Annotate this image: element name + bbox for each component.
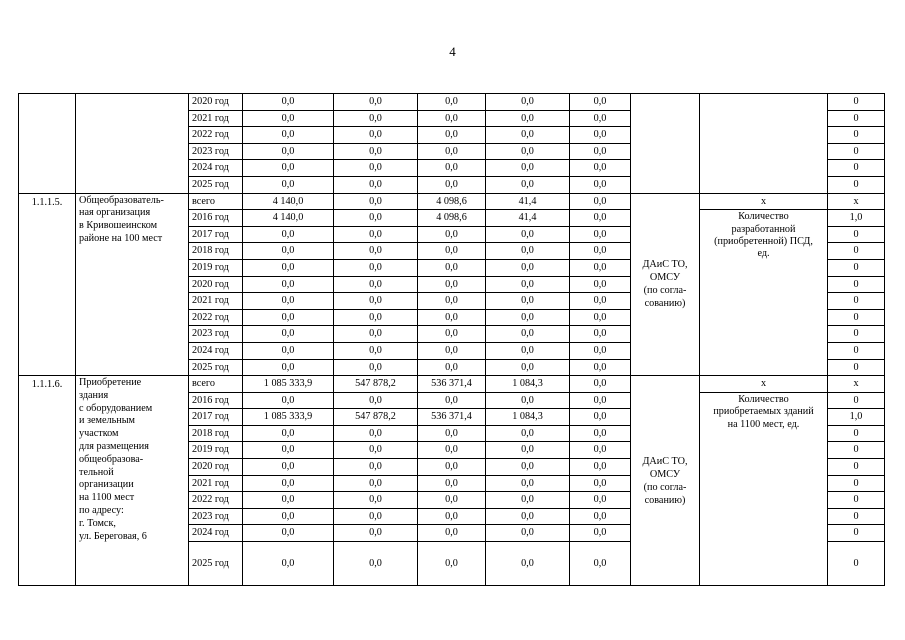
value-cell: 0,0 (418, 542, 486, 586)
indicator-value-cell: 1,0 (828, 409, 885, 426)
value-cell: 0,0 (334, 226, 418, 243)
period-cell: 2019 год (189, 442, 243, 459)
value-cell: 0,0 (334, 94, 418, 111)
value-cell: 0,0 (243, 276, 334, 293)
indicator-name-cell: Количество приобретаемых зданий на 1100 мест, ед. (700, 392, 828, 585)
indicator-value-cell: 0 (828, 127, 885, 144)
period-cell: 2023 год (189, 143, 243, 160)
value-cell: 0,0 (243, 110, 334, 127)
value-cell: 0,0 (570, 409, 631, 426)
value-cell: 0,0 (486, 442, 570, 459)
period-cell: 2022 год (189, 127, 243, 144)
value-cell: 0,0 (334, 243, 418, 260)
item-code: 1.1.1.5. (19, 193, 76, 376)
value-cell: 0,0 (486, 425, 570, 442)
value-cell: 0,0 (243, 508, 334, 525)
value-cell: 0,0 (418, 276, 486, 293)
executor-cell: ДАиС ТО, ОМСУ (по согла- сованию) (631, 193, 700, 376)
value-cell: 0,0 (418, 143, 486, 160)
value-cell: 0,0 (243, 475, 334, 492)
value-cell: 4 098,6 (418, 193, 486, 210)
page-number: 4 (449, 44, 456, 59)
indicator-value-cell: 0 (828, 359, 885, 376)
value-cell: 0,0 (486, 293, 570, 310)
item-name: Общеобразователь- ная организация в Кривошеинском районе на 100 мест (76, 193, 189, 376)
indicator-value-cell: 0 (828, 508, 885, 525)
indicator-value-cell: 1,0 (828, 210, 885, 227)
value-cell: 0,0 (418, 309, 486, 326)
value-cell: 0,0 (243, 459, 334, 476)
value-cell: 0,0 (334, 459, 418, 476)
indicator-value-cell: 0 (828, 259, 885, 276)
value-cell: 0,0 (570, 326, 631, 343)
value-cell: 41,4 (486, 210, 570, 227)
value-cell: 0,0 (486, 309, 570, 326)
value-cell: 0,0 (570, 226, 631, 243)
value-cell: 0,0 (243, 127, 334, 144)
value-cell: 0,0 (570, 376, 631, 393)
indicator-value-cell: 0 (828, 475, 885, 492)
value-cell: 0,0 (418, 459, 486, 476)
value-cell: 0,0 (243, 94, 334, 111)
value-cell: 0,0 (486, 475, 570, 492)
value-cell: 0,0 (570, 492, 631, 509)
value-cell: 0,0 (334, 276, 418, 293)
value-cell: 0,0 (570, 259, 631, 276)
indicator-value-cell: х (828, 193, 885, 210)
indicator-value-cell: 0 (828, 342, 885, 359)
indicator-value-cell: 0 (828, 243, 885, 260)
value-cell: 0,0 (334, 326, 418, 343)
period-cell: 2021 год (189, 293, 243, 310)
value-cell: 0,0 (570, 127, 631, 144)
indicator-value-cell: х (828, 376, 885, 393)
period-cell: 2022 год (189, 492, 243, 509)
value-cell: 0,0 (486, 459, 570, 476)
value-cell: 0,0 (334, 210, 418, 227)
period-cell: 2020 год (189, 459, 243, 476)
value-cell: 0,0 (243, 259, 334, 276)
value-cell: 0,0 (243, 309, 334, 326)
table-row (19, 193, 885, 210)
value-cell: 0,0 (418, 110, 486, 127)
value-cell: 547 878,2 (334, 409, 418, 426)
period-cell: 2018 год (189, 243, 243, 260)
value-cell: 0,0 (334, 508, 418, 525)
value-cell: 0,0 (570, 110, 631, 127)
indicator-value-cell: 0 (828, 459, 885, 476)
value-cell: 0,0 (570, 425, 631, 442)
value-cell: 0,0 (486, 359, 570, 376)
value-cell: 0,0 (486, 143, 570, 160)
value-cell: 0,0 (334, 475, 418, 492)
period-cell: 2016 год (189, 392, 243, 409)
value-cell: 0,0 (486, 508, 570, 525)
period-cell: 2023 год (189, 508, 243, 525)
value-cell: 0,0 (418, 492, 486, 509)
value-cell: 0,0 (243, 293, 334, 310)
value-cell: 0,0 (570, 542, 631, 586)
value-cell: 0,0 (418, 226, 486, 243)
value-cell: 0,0 (243, 425, 334, 442)
value-cell: 0,0 (486, 326, 570, 343)
executor-cell (631, 94, 700, 194)
value-cell: 0,0 (570, 475, 631, 492)
value-cell: 0,0 (334, 293, 418, 310)
indicator-value-cell: 0 (828, 442, 885, 459)
value-cell: 0,0 (418, 342, 486, 359)
indicator-value-cell: 0 (828, 110, 885, 127)
value-cell: 0,0 (486, 542, 570, 586)
item-code: 1.1.1.6. (19, 376, 76, 586)
period-cell: 2016 год (189, 210, 243, 227)
value-cell: 0,0 (486, 392, 570, 409)
value-cell: 0,0 (570, 293, 631, 310)
value-cell: 0,0 (334, 425, 418, 442)
value-cell: 0,0 (418, 160, 486, 177)
value-cell: 0,0 (418, 243, 486, 260)
value-cell: 0,0 (486, 259, 570, 276)
value-cell: 0,0 (243, 143, 334, 160)
value-cell: 0,0 (334, 160, 418, 177)
period-cell: 2017 год (189, 226, 243, 243)
table-row (19, 376, 885, 393)
indicator-value-cell: 0 (828, 176, 885, 193)
value-cell: 0,0 (486, 176, 570, 193)
value-cell: 0,0 (243, 359, 334, 376)
table-row (19, 94, 885, 111)
value-cell: 0,0 (243, 342, 334, 359)
period-cell: 2024 год (189, 525, 243, 542)
value-cell: 0,0 (334, 259, 418, 276)
value-cell: 4 140,0 (243, 210, 334, 227)
indicator-value-cell: 0 (828, 542, 885, 586)
value-cell: 1 085 333,9 (243, 376, 334, 393)
value-cell: 0,0 (486, 110, 570, 127)
period-cell: 2020 год (189, 94, 243, 111)
value-cell: 0,0 (570, 176, 631, 193)
value-cell: 0,0 (570, 193, 631, 210)
value-cell: 0,0 (418, 392, 486, 409)
value-cell: 0,0 (418, 259, 486, 276)
value-cell: 0,0 (570, 508, 631, 525)
value-cell: 0,0 (418, 359, 486, 376)
value-cell: 1 085 333,9 (243, 409, 334, 426)
period-cell: всего (189, 376, 243, 393)
indicator-name-cell: х (700, 193, 828, 210)
indicator-name-cell: Количество разработанной (приобретенной) ПСД, ед. (700, 210, 828, 376)
item-code (19, 94, 76, 194)
value-cell: 0,0 (418, 326, 486, 343)
value-cell: 536 371,4 (418, 376, 486, 393)
value-cell: 0,0 (334, 442, 418, 459)
value-cell: 0,0 (418, 94, 486, 111)
indicator-value-cell: 0 (828, 143, 885, 160)
period-cell: 2022 год (189, 309, 243, 326)
period-cell: 2025 год (189, 542, 243, 586)
period-cell: 2020 год (189, 276, 243, 293)
indicator-value-cell: 0 (828, 392, 885, 409)
value-cell: 0,0 (243, 542, 334, 586)
period-cell: 2017 год (189, 409, 243, 426)
value-cell: 0,0 (334, 110, 418, 127)
value-cell: 0,0 (243, 160, 334, 177)
value-cell: 0,0 (243, 176, 334, 193)
value-cell: 0,0 (570, 210, 631, 227)
value-cell: 0,0 (334, 525, 418, 542)
value-cell: 0,0 (570, 160, 631, 177)
indicator-name-cell: х (700, 376, 828, 393)
value-cell: 0,0 (334, 542, 418, 586)
value-cell: 0,0 (570, 276, 631, 293)
value-cell: 0,0 (418, 293, 486, 310)
period-cell: 2018 год (189, 425, 243, 442)
period-cell: 2023 год (189, 326, 243, 343)
value-cell: 1 084,3 (486, 376, 570, 393)
value-cell: 0,0 (418, 176, 486, 193)
value-cell: 0,0 (486, 525, 570, 542)
period-cell: всего (189, 193, 243, 210)
value-cell: 0,0 (334, 127, 418, 144)
value-cell: 0,0 (570, 392, 631, 409)
value-cell: 0,0 (334, 492, 418, 509)
value-cell: 0,0 (334, 143, 418, 160)
value-cell: 41,4 (486, 193, 570, 210)
value-cell: 0,0 (334, 176, 418, 193)
value-cell: 4 098,6 (418, 210, 486, 227)
value-cell: 0,0 (486, 276, 570, 293)
executor-cell: ДАиС ТО, ОМСУ (по согла- сованию) (631, 376, 700, 586)
value-cell: 0,0 (334, 342, 418, 359)
period-cell: 2024 год (189, 160, 243, 177)
indicator-value-cell: 0 (828, 326, 885, 343)
period-cell: 2024 год (189, 342, 243, 359)
value-cell: 0,0 (570, 309, 631, 326)
value-cell: 0,0 (418, 442, 486, 459)
indicator-value-cell: 0 (828, 425, 885, 442)
value-cell: 0,0 (486, 94, 570, 111)
value-cell: 0,0 (486, 160, 570, 177)
period-cell: 2021 год (189, 110, 243, 127)
value-cell: 0,0 (334, 392, 418, 409)
indicator-value-cell: 0 (828, 160, 885, 177)
value-cell: 0,0 (334, 309, 418, 326)
value-cell: 0,0 (570, 342, 631, 359)
period-cell: 2025 год (189, 359, 243, 376)
value-cell: 1 084,3 (486, 409, 570, 426)
period-cell: 2025 год (189, 176, 243, 193)
value-cell: 0,0 (486, 127, 570, 144)
indicator-value-cell: 0 (828, 276, 885, 293)
value-cell: 0,0 (243, 442, 334, 459)
indicator-value-cell: 0 (828, 525, 885, 542)
value-cell: 0,0 (243, 492, 334, 509)
item-name: Приобретение здания с оборудованием и земельным участком для размещения общеобразова- тельной организации на 1100 мест по адресу: г. Томск, ул. Береговая, 6 (76, 376, 189, 586)
value-cell: 0,0 (570, 442, 631, 459)
indicator-name-cell (700, 94, 828, 194)
value-cell: 0,0 (486, 342, 570, 359)
value-cell: 0,0 (243, 226, 334, 243)
value-cell: 0,0 (570, 459, 631, 476)
value-cell: 0,0 (570, 143, 631, 160)
indicator-value-cell: 0 (828, 293, 885, 310)
value-cell: 0,0 (486, 243, 570, 260)
value-cell: 536 371,4 (418, 409, 486, 426)
value-cell: 0,0 (243, 326, 334, 343)
value-cell: 0,0 (334, 359, 418, 376)
indicator-value-cell: 0 (828, 226, 885, 243)
value-cell: 0,0 (570, 94, 631, 111)
value-cell: 0,0 (418, 127, 486, 144)
value-cell: 0,0 (418, 525, 486, 542)
value-cell: 0,0 (418, 508, 486, 525)
program-table (18, 93, 885, 586)
indicator-value-cell: 0 (828, 94, 885, 111)
value-cell: 0,0 (243, 392, 334, 409)
indicator-value-cell: 0 (828, 309, 885, 326)
value-cell: 0,0 (486, 226, 570, 243)
value-cell: 0,0 (486, 492, 570, 509)
value-cell: 0,0 (243, 525, 334, 542)
value-cell: 0,0 (243, 243, 334, 260)
value-cell: 0,0 (418, 475, 486, 492)
value-cell: 4 140,0 (243, 193, 334, 210)
period-cell: 2019 год (189, 259, 243, 276)
indicator-value-cell: 0 (828, 492, 885, 509)
item-name (76, 94, 189, 194)
period-cell: 2021 год (189, 475, 243, 492)
value-cell: 0,0 (570, 243, 631, 260)
value-cell: 0,0 (418, 425, 486, 442)
value-cell: 0,0 (334, 193, 418, 210)
value-cell: 547 878,2 (334, 376, 418, 393)
value-cell: 0,0 (570, 525, 631, 542)
value-cell: 0,0 (570, 359, 631, 376)
